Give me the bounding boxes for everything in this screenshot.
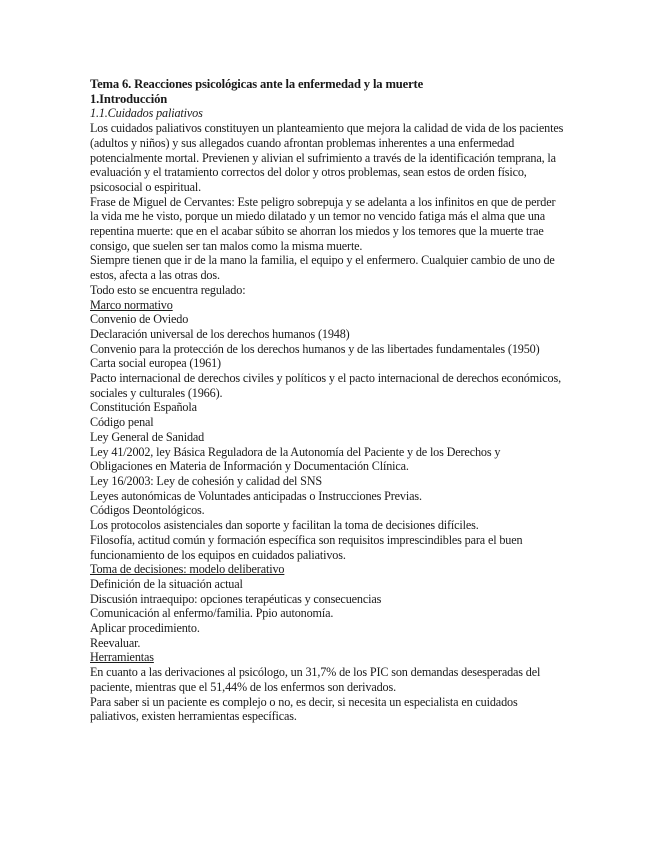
list-item: Constitución Española	[90, 400, 197, 415]
list-item: Comunicación al enfermo/familia. Ppio autonomía.	[90, 606, 334, 621]
list-item: Ley 41/2002, ley Básica Reguladora de la Autonomía del Paciente y de los Derechos y Obligaciones en Materia de Información y Documentación Clínica.	[90, 444, 501, 474]
list-item: Los protocolos asistenciales dan soporte y facilitan la toma de decisiones difíciles.	[90, 518, 479, 533]
list-item: Pacto internacional de derechos civiles y políticos y el pacto internacional de derechos económicos, sociales y culturales (1966).	[90, 371, 561, 400]
paragraph-regulated: Todo esto se encuentra regulado:	[90, 282, 246, 297]
list-item: Códigos Deontológicos.	[90, 503, 205, 518]
list-item: Filosofía, actitud común y formación específica son requisitos imprescindibles para el buen funcionamiento de los equipos en cuidados paliativos.	[90, 532, 523, 562]
list-item: Convenio para la protección de los derechos humanos y de las libertades fundamentales (1950)	[90, 341, 540, 356]
list-item: Reevaluar.	[90, 635, 141, 650]
marco-list	[90, 312, 565, 562]
paragraph-quote: Frase de Miguel de Cervantes: Este peligro sobrepuja y se adelanta a los infinitos en que de perder la vida me he visto, porque un miedo dilatado y un temor no vencido fatiga más el alma que una repentina muerte: que en el acabar súbito se ahorran los miedos y los temores que la muerte trae consigo, que suelen ser tan malos como la misma muerte.	[90, 194, 556, 253]
list-item: Discusión intraequipo: opciones terapéuticas y consecuencias	[90, 591, 382, 606]
list-item: Convenio de Oviedo	[90, 312, 189, 327]
herramientas-heading: Herramientas	[90, 650, 154, 665]
list-item: Ley 16/2003: Ley de cohesión y calidad del SNS	[90, 473, 323, 488]
subsection-heading: 1.1.Cuidados paliativos	[90, 106, 203, 121]
paragraph-herramientas: Para saber si un paciente es complejo o no, es decir, si necesita un especialista en cuidados paliativos, existen herramientas específicas.	[90, 694, 518, 724]
list-item: Carta social europea (1961)	[90, 356, 221, 371]
list-item: Código penal	[90, 415, 154, 430]
section-heading: 1.Introducción	[90, 91, 168, 106]
paragraph-derivaciones: En cuanto a las derivaciones al psicólogo, un 31,7% de los PIC son demandas desesperadas del paciente, mientras que el 51,44% de los enfermos son derivados.	[90, 665, 541, 694]
document-page	[90, 77, 565, 724]
list-item: Aplicar procedimiento.	[90, 621, 200, 636]
list-item: Declaración universal de los derechos humanos (1948)	[90, 326, 350, 341]
list-item: Definición de la situación actual	[90, 576, 243, 591]
document-title: Tema 6. Reacciones psicológicas ante la enfermedad y la muerte	[90, 77, 424, 91]
paragraph-family: Siempre tienen que ir de la mano la familia, el equipo y el enfermero. Cualquier cambio de uno de estos, afecta a las otras dos.	[90, 253, 555, 283]
marco-heading: Marco normativo	[90, 297, 173, 312]
list-item: Ley General de Sanidad	[90, 429, 205, 444]
decisiones-heading: Toma de decisiones: modelo deliberativo	[90, 562, 285, 577]
decisiones-list	[90, 577, 565, 651]
list-item: Leyes autonómicas de Voluntades anticipadas o Instrucciones Previas.	[90, 488, 422, 503]
paragraph-definition: Los cuidados paliativos constituyen un planteamiento que mejora la calidad de vida de los pacientes (adultos y niños) y sus allegados cuando afrontan problemas inherentes a una enfermedad potencialmente mortal. Previenen y alivian el sufrimiento a través de la identificación temprana, la evaluación y el tratamiento correctos del dolor y otros problemas, sean estos de orden físico, psicosocial o espiritual.	[90, 121, 564, 194]
